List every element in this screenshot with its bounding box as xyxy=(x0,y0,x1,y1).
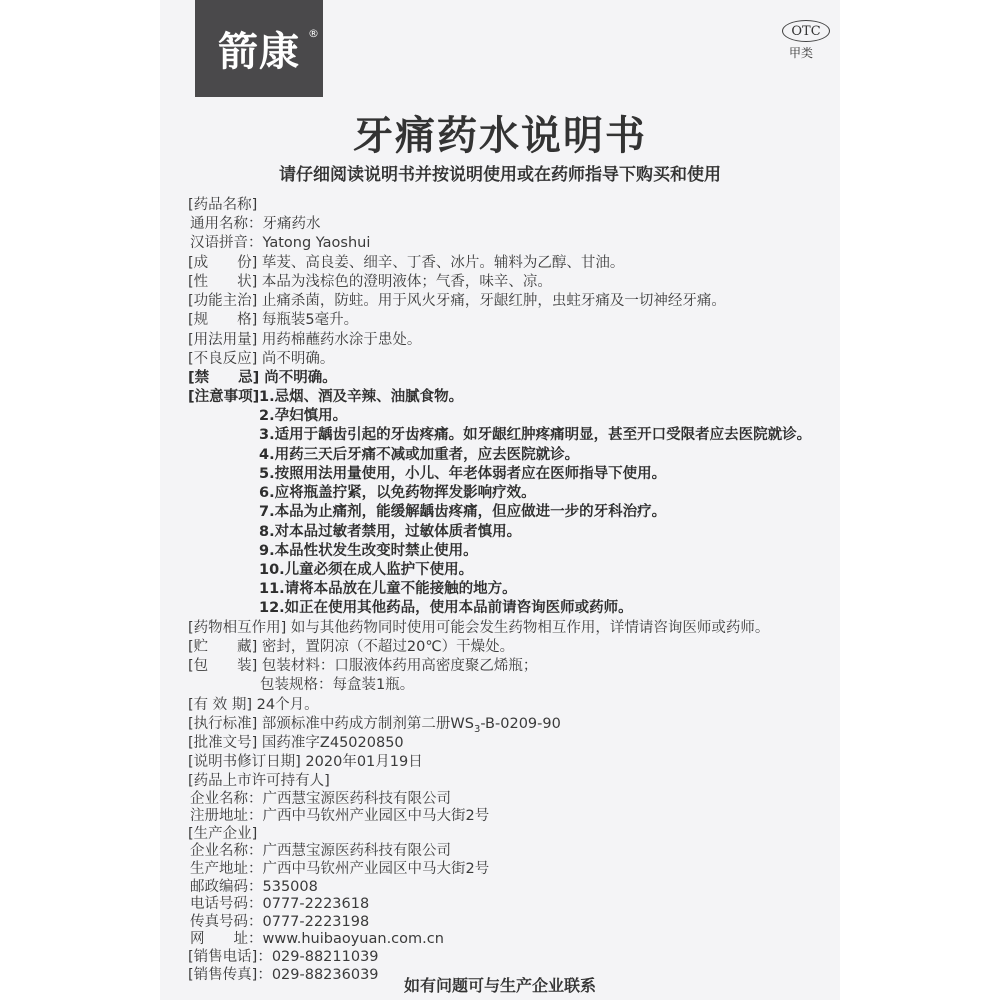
package: [包 装] 包装材料：口服液体药用高密度聚乙烯瓶； xyxy=(188,658,538,674)
precaution-item: 2.孕妇慎用。 xyxy=(259,408,348,424)
precaution-item: 11.请将本品放在儿童不能接触的地方。 xyxy=(259,581,517,597)
precaution-item: 12.如正在使用其他药品，使用本品前请咨询医师或药师。 xyxy=(259,600,633,616)
specification: [规 格] 每瓶装5毫升。 xyxy=(188,312,359,328)
storage: [贮 藏] 密封，置阴凉（不超过20℃）干燥处。 xyxy=(188,639,515,655)
drug-name-header: [药品名称] xyxy=(188,197,258,213)
pinyin-name: 汉语拼音：Yatong Yaoshui xyxy=(190,235,371,251)
precaution-item: 5.按照用法用量使用，小儿、年老体弱者应在医师指导下使用。 xyxy=(259,466,667,482)
character: [性 状] 本品为浅棕色的澄明液体；气香，味辛、凉。 xyxy=(188,274,552,290)
sales-fax: [销售传真]：029-88236039 xyxy=(188,966,379,983)
standard-subscript: 3 xyxy=(473,723,481,735)
page-subtitle: 请仔细阅读说明书并按说明使用或在药师指导下购买和使用 xyxy=(279,165,721,185)
ingredients: [成 份] 荜茇、高良姜、细辛、丁香、冰片。辅料为乙醇、甘油。 xyxy=(188,255,625,271)
precaution-item: 8.对本品过敏者禁用，过敏体质者慎用。 xyxy=(259,524,522,540)
standard-prefix: [执行标准] 部颁标准中药成方制剂第二册WS xyxy=(188,716,474,732)
fax: 传真号码：0777-2223198 xyxy=(190,913,370,930)
adverse-reactions: [不良反应] 尚不明确。 xyxy=(188,351,335,367)
otc-badge xyxy=(782,20,830,42)
footer-note: 如有问题可与生产企业联系 xyxy=(403,976,596,995)
validity: [有 效 期] 24个月。 xyxy=(188,697,319,713)
holder-address: 注册地址：广西中马钦州产业园区中马大街2号 xyxy=(190,808,490,825)
precaution-item: 1.忌烟、酒及辛辣、油腻食物。 xyxy=(259,389,464,405)
maker-header: [生产企业] xyxy=(188,825,258,842)
drug-interactions: [药物相互作用] 如与其他药物同时使用可能会发生药物相互作用，详情请咨询医师或药师。 xyxy=(188,620,770,636)
precaution-item: 6.应将瓶盖拧紧，以免药物挥发影响疗效。 xyxy=(259,485,536,501)
otc-label: OTC xyxy=(791,23,821,39)
sales-phone: [销售电话]：029-88211039 xyxy=(188,949,379,965)
holder-header: [药品上市许可持有人] xyxy=(188,773,330,789)
revision-date: [说明书修订日期] 2020年01月19日 xyxy=(188,754,423,770)
contraindications: [禁 忌] 尚不明确。 xyxy=(188,370,337,386)
package-spec: 包装规格：每盒装1瓶。 xyxy=(260,677,415,693)
precaution-item: 9.本品性状发生改变时禁止使用。 xyxy=(259,543,478,559)
precautions-label: [注意事项] xyxy=(188,389,260,405)
maker-address: 生产地址：广西中马钦州产业园区中马大街2号 xyxy=(190,861,490,877)
precaution-item: 3.适用于龋齿引起的牙齿疼痛。如牙龈红肿疼痛明显，甚至开口受限者应去医院就诊。 xyxy=(259,427,812,443)
standard-suffix: -B-0209-90 xyxy=(480,716,561,732)
generic-name: 通用名称：牙痛药水 xyxy=(190,216,321,232)
precaution-item: 10.儿童必须在成人监护下使用。 xyxy=(259,562,474,578)
indications: [功能主治] 止痛杀菌，防蛀。用于风火牙痛，牙龈红肿，虫蛀牙痛及一切神经牙痛。 xyxy=(188,293,726,309)
brand-logo xyxy=(195,0,323,97)
registered-mark: ® xyxy=(308,27,319,40)
maker-name: 企业名称：广西慧宝源医药科技有限公司 xyxy=(190,843,451,860)
usage: [用法用量] 用药棉蘸药水涂于患处。 xyxy=(188,332,422,348)
approval-number: [批准文号] 国药准字Z45020850 xyxy=(188,735,404,751)
precaution-item: 4.用药三天后牙痛不减或加重者，应去医院就诊。 xyxy=(259,447,580,463)
holder-name: 企业名称：广西慧宝源医药科技有限公司 xyxy=(190,790,451,807)
page-title: 牙痛药水说明书 xyxy=(353,113,647,159)
website: 网 址：www.huibaoyuan.com.cn xyxy=(190,931,444,948)
precaution-item: 7.本品为止痛剂，能缓解龋齿疼痛，但应做进一步的牙科治疗。 xyxy=(259,504,667,520)
phone: 电话号码：0777-2223618 xyxy=(190,896,370,913)
postcode: 邮政编码：535008 xyxy=(190,878,318,895)
logo-text: 箭康 xyxy=(218,29,300,75)
otc-class-label: 甲类 xyxy=(789,46,814,60)
